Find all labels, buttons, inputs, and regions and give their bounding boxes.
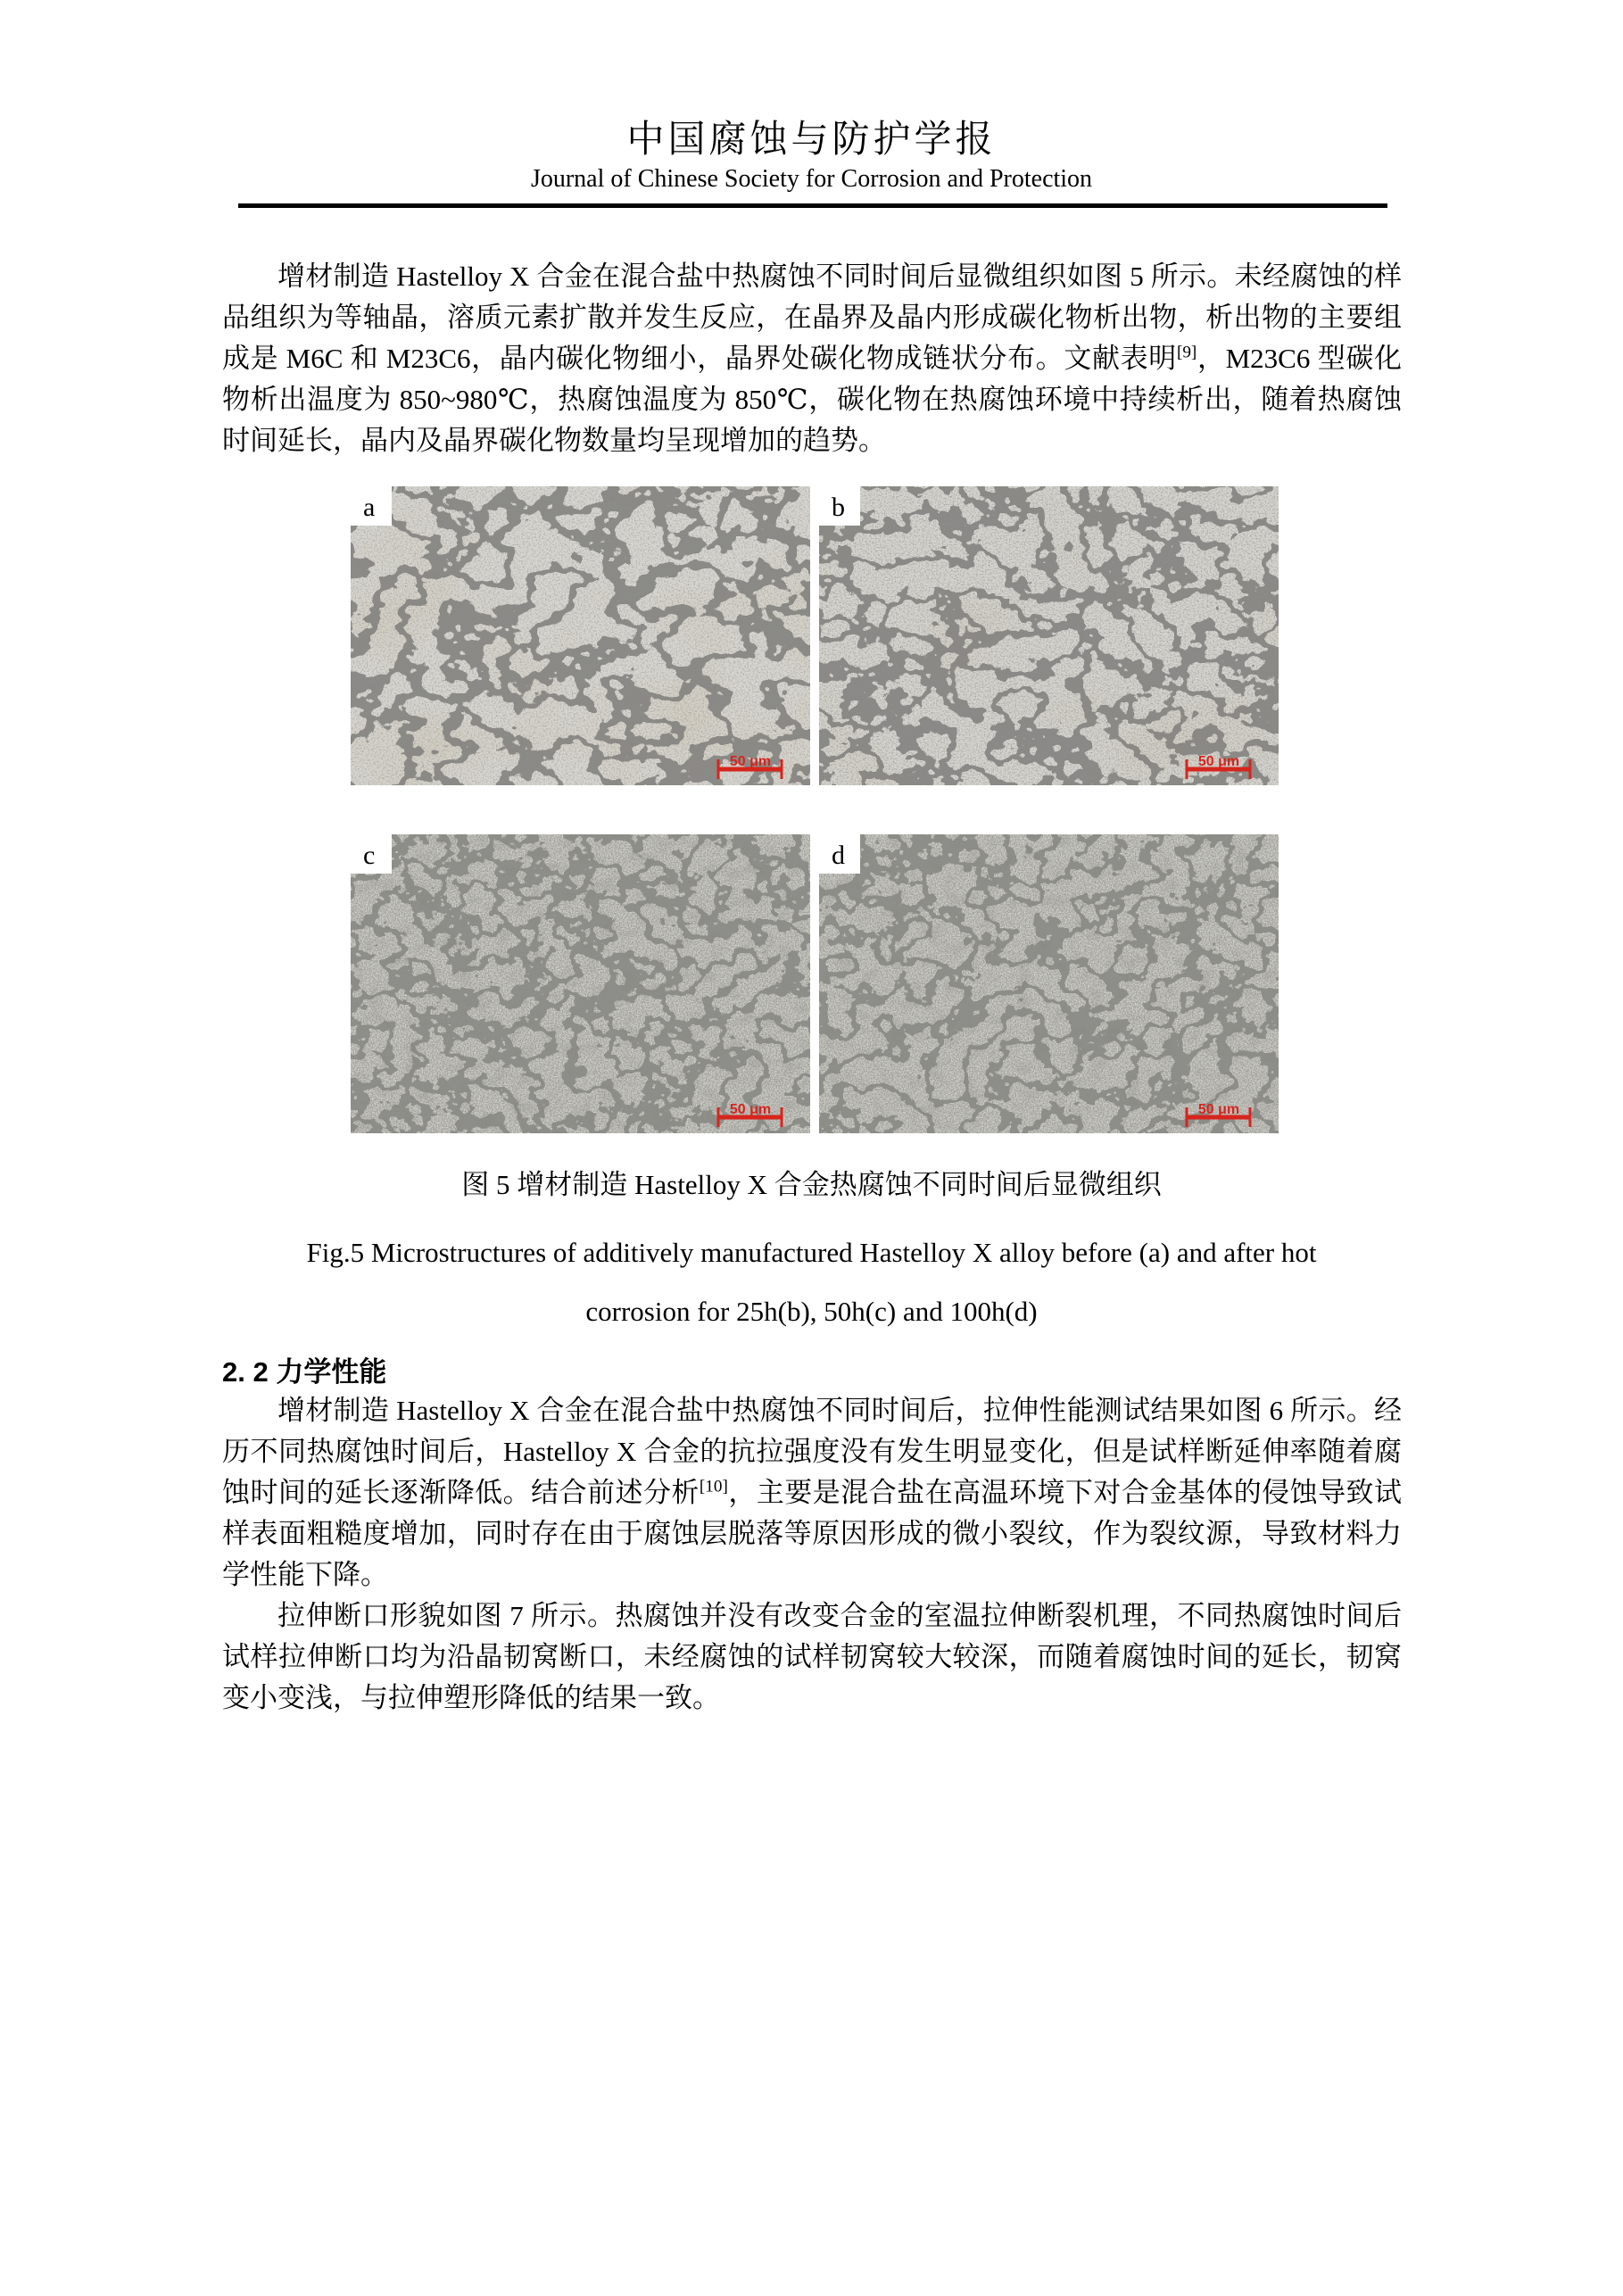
figure-5-image-grid — [351, 486, 1279, 1133]
journal-title-en: Journal of Chinese Society for Corrosion and Protection — [530, 165, 1093, 193]
panel-label: a — [363, 493, 376, 522]
scale-bar-label: 50 μm — [729, 1102, 772, 1117]
figure-caption-en-line1: Fig.5 Microstructures of additively manufactured Hastelloy X alloy before (a) and after hot — [306, 1237, 1317, 1268]
micrograph-panel-c — [351, 834, 810, 1133]
micrograph-c — [351, 834, 810, 1133]
speckle-layer — [819, 486, 1279, 785]
panel-label: d — [832, 841, 845, 870]
scale-bar-label: 50 μm — [1197, 754, 1240, 769]
figure-caption-cn: 图 5 增材制造 Hastelloy X 合金热腐蚀不同时间后显微组织 — [461, 1169, 1162, 1200]
micrograph-panel-d — [819, 834, 1279, 1133]
micrograph-a — [351, 486, 810, 785]
panel-label: b — [832, 493, 845, 522]
figure-caption-en-line2: corrosion for 25h(b), 50h(c) and 100h(d) — [585, 1296, 1038, 1327]
paragraph-1-text-b: ，M23C6 型碳化物析出温度为 850~980℃，热腐蚀温度为 850℃，碳化物在热腐蚀环境中持续析出，随着热腐蚀时间延长，晶内及晶界碳化物数量均呈现增加的趋势。 — [222, 343, 1402, 456]
section-heading-2-2: 2. 2 力学性能 — [222, 1356, 387, 1388]
header-divider — [238, 203, 1387, 208]
speckle-layer — [351, 486, 810, 785]
micrograph-panel-a — [351, 486, 810, 785]
panel-label: c — [363, 841, 376, 870]
paragraph-2-text-a: 增材制造 Hastelloy X 合金在混合盐中热腐蚀不同时间后，拉伸性能测试结果如图 6 所示。经历不同热腐蚀时间后，Hastelloy X 合金的抗拉强度没有发生明显变化，但是试样断延伸率随着腐蚀时间的延长逐渐降低。结合前述分析 — [222, 1395, 1402, 1508]
citation-ref-9: [9] — [1176, 343, 1197, 362]
paragraph-2-text-b: ，主要是混合盐在高温环境下对合金基体的侵蚀导致试样表面粗糙度增加，同时存在由于腐蚀层脱落等原因形成的微小裂纹，作为裂纹源，导致材料力学性能下降。 — [222, 1477, 1403, 1590]
paragraph-1-block — [222, 256, 1402, 461]
paragraph-3: 拉伸断口形貌如图 7 所示。热腐蚀并没有改变合金的室温拉伸断裂机理，不同热腐蚀时间后试样拉伸断口均为沿晶韧窝断口，未经腐蚀的试样韧窝较大较深，而随着腐蚀时间的延长，韧窝变小变浅，与拉伸塑形降低的结果一致。 — [222, 1600, 1402, 1713]
paragraphs-2-3-block — [222, 1390, 1402, 1719]
scale-bar-label: 50 μm — [729, 754, 772, 769]
citation-ref-10: [10] — [699, 1477, 728, 1496]
micrograph-d — [819, 834, 1279, 1133]
micrograph-panel-b — [819, 486, 1279, 785]
scale-bar-label: 50 μm — [1197, 1102, 1240, 1117]
paragraph-1 — [222, 256, 1402, 461]
speckle-layer — [351, 834, 810, 1133]
speckle-layer — [819, 834, 1279, 1133]
journal-title-cn: 中国腐蚀与防护学报 — [626, 120, 997, 161]
micrograph-b — [819, 486, 1279, 785]
paragraph-1-text-a: 增材制造 Hastelloy X 合金在混合盐中热腐蚀不同时间后显微组织如图 5 所示。未经腐蚀的样品组织为等轴晶，溶质元素扩散并发生反应，在晶界及晶内形成碳化物析出物，析出物的主要组成是 M6C 和 M23C6，晶内碳化物细小，晶界处碳化物成链状分布。文献表明 — [222, 261, 1402, 374]
paragraph-2 — [222, 1390, 1402, 1596]
